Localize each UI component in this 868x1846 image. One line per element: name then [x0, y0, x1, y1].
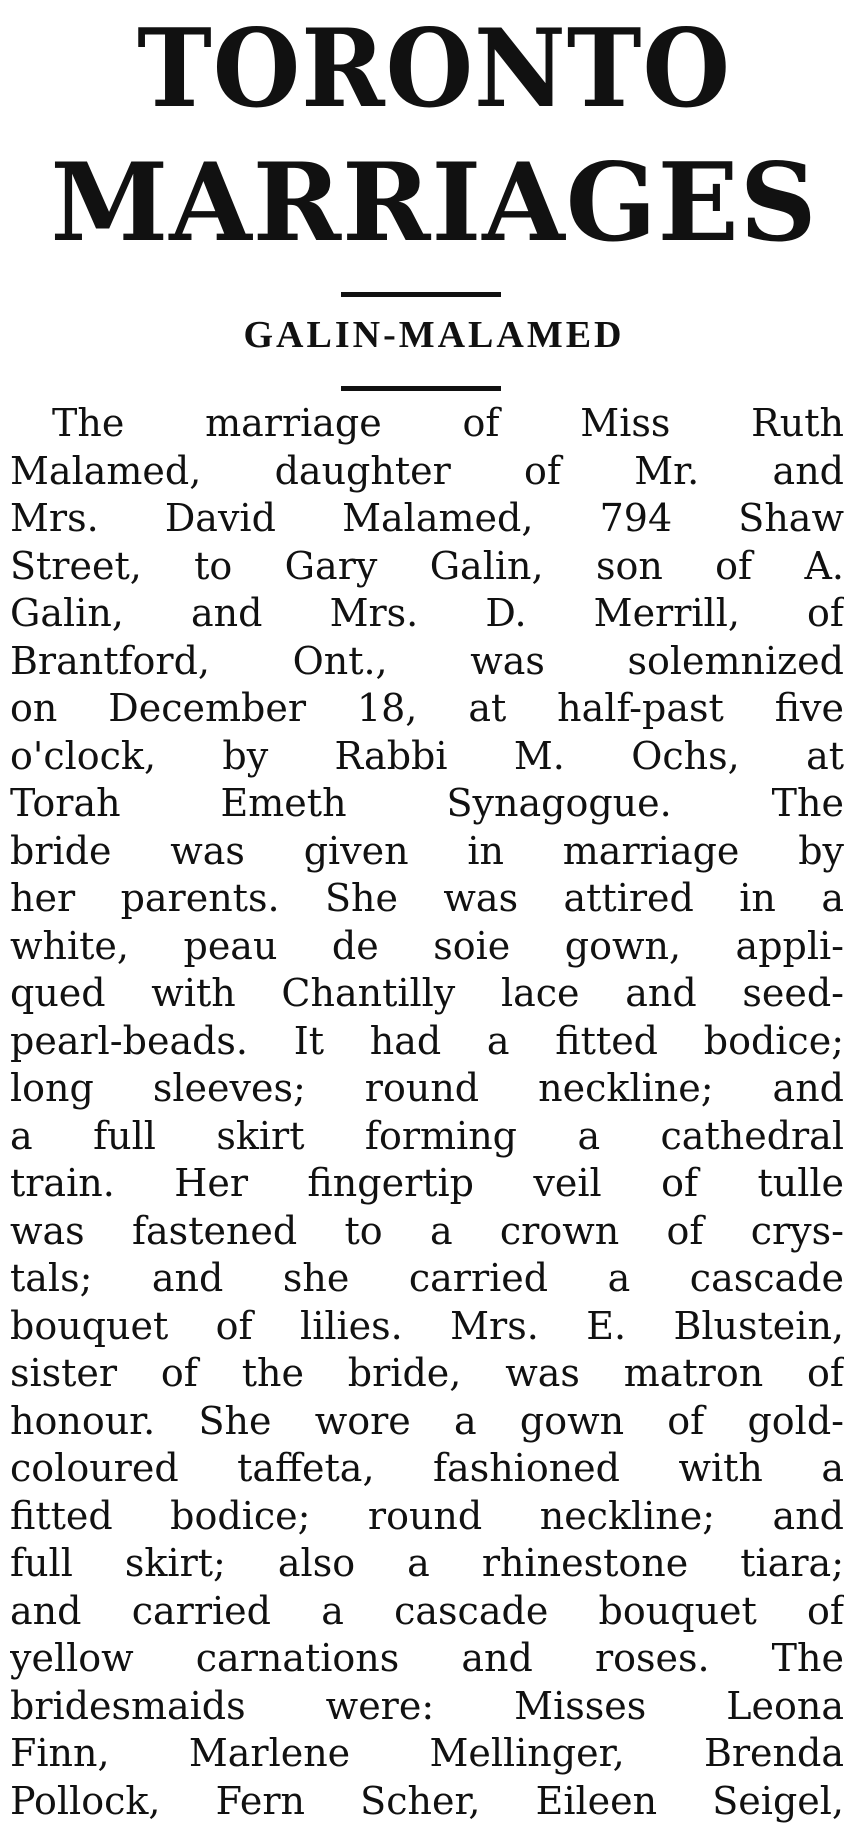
article-line: fitted bodice; round neckline; and	[10, 1493, 844, 1538]
article-line: qued with Chantilly lace and seed-	[10, 971, 844, 1015]
article-subhead: GALIN-MALAMED	[243, 314, 625, 356]
article-line: a full skirt forming a cathedral	[10, 1113, 844, 1158]
article-line: o'clock, by Rabbi M. Ochs, at	[10, 733, 844, 778]
article-line: Galin, and Mrs. D. Merrill, of	[10, 591, 844, 635]
article-line: Torah Emeth Synagogue. The	[10, 781, 844, 825]
article-line: on December 18, at half-past five	[10, 686, 844, 730]
article-line: coloured taffeta, fashioned with a	[10, 1446, 844, 1490]
article-line: full skirt; also a rhinestone tiara;	[10, 1541, 844, 1585]
article-line: long sleeves; round neckline; and	[10, 1066, 844, 1110]
headline-line-1: TORONTO	[137, 6, 731, 132]
article-line: pearl-beads. It had a fitted bodice;	[10, 1018, 844, 1063]
article-line: Pollock, Fern Scher, Eileen Seigel,	[10, 1778, 844, 1823]
article-line: Mrs. David Malamed, 794 Shaw	[10, 496, 844, 540]
article-line: her parents. She was attired in a	[10, 876, 844, 920]
article-line: bride was given in marriage by	[10, 828, 844, 873]
article-body	[10, 400, 844, 1825]
article-line: Finn, Marlene Mellinger, Brenda	[10, 1731, 844, 1775]
article-line: and carried a cascade bouquet of	[10, 1588, 844, 1633]
article-line: The marriage of Miss Ruth	[52, 401, 844, 445]
headline-line-2: MARRIAGES	[50, 140, 818, 266]
divider-rule-upper	[341, 292, 501, 297]
article-line: sister of the bride, was matron of	[10, 1351, 844, 1395]
article-line: yellow carnations and roses. The	[10, 1636, 844, 1680]
article-line: bridesmaids were: Misses Leona	[10, 1683, 844, 1728]
article-line: Brantford, Ont., was solemnized	[10, 638, 844, 683]
article-line: was fastened to a crown of crys-	[10, 1208, 844, 1253]
article-line: honour. She wore a gown of gold-	[10, 1398, 844, 1443]
article-line: train. Her fingertip veil of tulle	[10, 1161, 844, 1205]
article-line: tals; and she carried a cascade	[10, 1256, 844, 1300]
article-line: bouquet of lilies. Mrs. E. Blustein,	[10, 1303, 844, 1348]
divider-rule-lower	[341, 386, 501, 391]
article-line: Malamed, daughter of Mr. and	[10, 448, 844, 493]
article-line: white, peau de soie gown, appli-	[10, 923, 844, 968]
article-line: Street, to Gary Galin, son of A.	[10, 543, 844, 588]
